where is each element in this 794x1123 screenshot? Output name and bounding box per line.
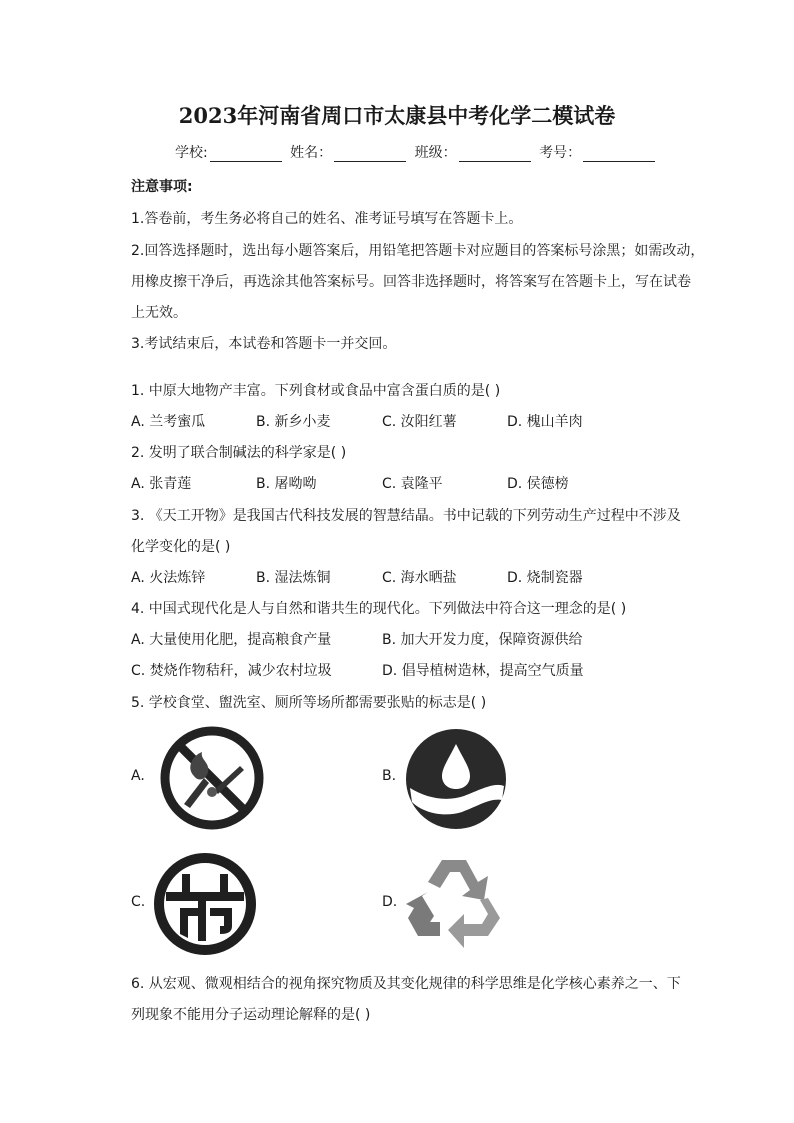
student-info-row	[175, 142, 659, 162]
notice-item: 1.答卷前，考生务必将自己的姓名、准考证号填写在答题卡上。	[131, 211, 523, 227]
class-label: 班级：	[414, 145, 457, 161]
notice-item: 上无效。	[131, 305, 187, 321]
q5-option-b-label: B.	[382, 768, 397, 784]
question-5-stem: 5. 学校食堂、盥洗室、厕所等场所都需要张贴的标志是( )	[131, 695, 487, 711]
q5-option-c-label: C.	[131, 894, 146, 910]
question-3-stem-line-2: 化学变化的是( )	[131, 539, 231, 555]
q4-option-a: A. 大量使用化肥，提高粮食产量	[131, 632, 332, 648]
number-label: 考号：	[539, 145, 582, 161]
q1-option-b: B. 新乡小麦	[256, 414, 331, 430]
q3-option-d: D. 烧制瓷器	[507, 570, 583, 586]
q2-option-a: A. 张青莲	[131, 476, 192, 492]
page-title: 2023年河南省周口市太康县中考化学二模试卷	[178, 103, 616, 128]
water-saving-icon	[402, 726, 510, 832]
question-2-stem: 2. 发明了联合制碱法的科学家是( )	[131, 445, 347, 461]
q5-option-d-label: D.	[382, 894, 398, 910]
question-1-stem: 1. 中原大地物产丰富。下列食材或食品中富含蛋白质的是( )	[131, 383, 501, 399]
q4-option-c: C. 焚烧作物秸秆，减少农村垃圾	[131, 663, 332, 679]
q4-option-d: D. 倡导植树造林，提高空气质量	[382, 663, 584, 679]
name-blank	[334, 147, 406, 162]
school-label: 学校:	[175, 145, 208, 161]
q1-option-d: D. 槐山羊肉	[507, 414, 583, 430]
notice-heading: 注意事项:	[131, 179, 193, 195]
q3-option-b: B. 湿法炼铜	[256, 570, 331, 586]
notice-item: 用橡皮擦干净后，再选涂其他答案标号。回答非选择题时，将答案写在答题卡上，写在试卷	[131, 274, 691, 290]
q3-option-c: C. 海水晒盐	[382, 570, 457, 586]
recycle-icon	[404, 852, 508, 950]
q2-option-b: B. 屠呦呦	[256, 476, 317, 492]
q3-option-a: A. 火法炼锌	[131, 570, 206, 586]
q1-option-c: C. 汝阳红薯	[382, 414, 457, 430]
energy-saving-icon	[152, 852, 258, 956]
q1-option-a: A. 兰考蜜瓜	[131, 414, 206, 430]
question-3-stem-line-1: 3. 《天工开物》是我国古代科技发展的智慧结晶。书中记载的下列劳动生产过程中不涉及	[131, 508, 681, 524]
question-6-stem-line-2: 列现象不能用分子运动理论解释的是( )	[131, 1007, 371, 1023]
q2-option-d: D. 侯德榜	[507, 476, 569, 492]
class-blank	[459, 147, 531, 162]
q4-option-b: B. 加大开发力度，保障资源供给	[382, 632, 583, 648]
notice-item: 3.考试结束后，本试卷和答题卡一并交回。	[131, 336, 397, 352]
question-6-stem-line-1: 6. 从宏观、微观相结合的视角探究物质及其变化规律的科学思维是化学核心素养之一、下	[131, 976, 681, 992]
number-blank	[583, 147, 655, 162]
no-fire-icon	[154, 726, 270, 830]
question-4-stem: 4. 中国式现代化是人与自然和谐共生的现代化。下列做法中符合这一理念的是( )	[131, 601, 627, 617]
notice-item: 2.回答选择题时，选出每小题答案后，用铅笔把答题卡对应题目的答案标号涂黑；如需改动，	[131, 243, 705, 259]
q5-option-a-label: A.	[131, 768, 145, 784]
name-label: 姓名：	[290, 145, 333, 161]
school-blank	[210, 147, 282, 162]
q2-option-c: C. 袁隆平	[382, 476, 443, 492]
